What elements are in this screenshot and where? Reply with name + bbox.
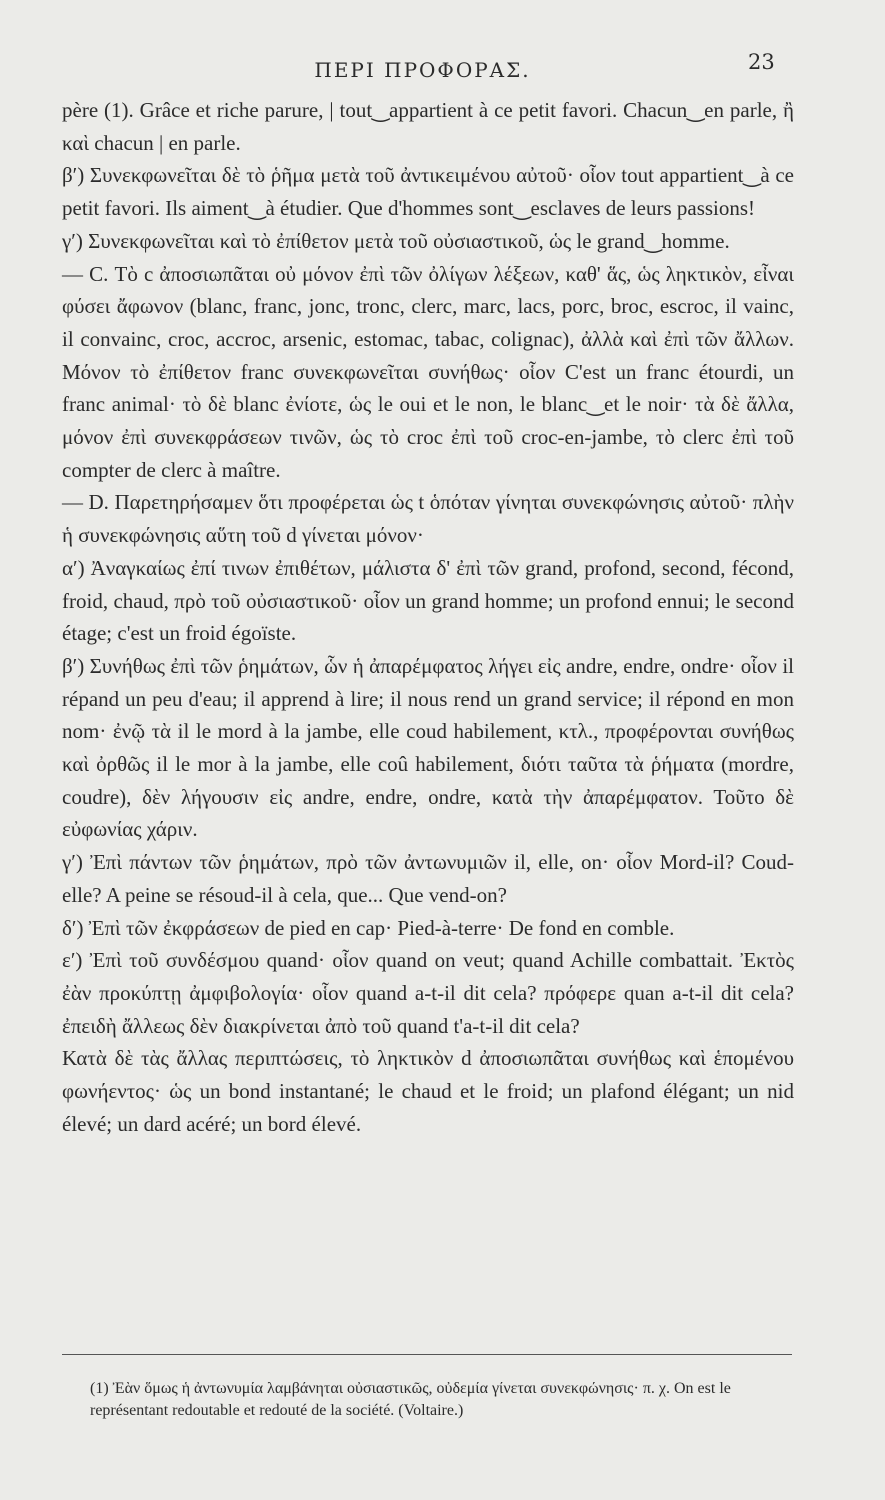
footnote	[90, 1378, 790, 1422]
paragraph: δ′) Ἐπὶ τῶν ἐκφράσεων de pied en cap· Pied-à-terre· De fond en comble.	[62, 915, 675, 940]
paragraph: β′) Συνεκφωνεῖται δὲ τὸ ῥῆμα μετὰ τοῦ ἀντικειμένου αὐτοῦ· οἷον tout appartient‿à ce petit favori. Ils aiment‿à étudier. Que d'hommes sont‿esclaves de leurs passions!	[62, 163, 794, 221]
paragraph: γ′) Συνεκφωνεῖται καὶ τὸ ἐπίθετον μετὰ τοῦ οὐσιαστικοῦ, ὡς le grand‿homme.	[62, 228, 730, 253]
footnote-text: (1) Ἐὰν ὅμως ἡ ἀντωνυμία λαμβάνηται οὐσιαστικῶς, οὐδεμία γίνεται συνεκφώνησις· π. χ. On est le représentant redoutable et redouté de la société. (Voltaire.)	[90, 1380, 731, 1419]
paragraph: β′) Συνήθως ἐπὶ τῶν ῥημάτων, ὧν ἡ ἀπαρέμφατος λήγει εἰς andre, endre, ondre· οἷον il répand un peu d'eau; il apprend à lire; il nous rend un grand service; il répond en mon nom· ἐνῷ τὰ il le mord à la jambe, elle coud habilement, κτλ., προφέρονται συνήθως καὶ ὀρθῶς il le mor à la jambe, elle coû habilement, διότι ταῦτα τὰ ῥήματα (mordre, coudre), δὲν λήγουσιν εἰς andre, endre, ondre, κατὰ τὴν ἀπαρέμφατον. Τοῦτο δὲ εὐφωνίας χάριν.	[62, 653, 794, 842]
paragraph: γ′) Ἐπὶ πάντων τῶν ῥημάτων, πρὸ τῶν ἀντωνυμιῶν il, elle, on· οἷον Mord-il? Coud-elle? A peine se résoud-il à cela, que... Que vend-on?	[62, 850, 794, 907]
paragraph: Κατὰ δὲ τὰς ἄλλας περιπτώσεις, τὸ ληκτικὸν d ἀποσιωπᾶται συνήθως καὶ ἑπομένου φωνήεντος· ὡς un bond instantané; le chaud et le froid; un plafond élégant; un nid élevé; un dard acéré; un bord élevé.	[62, 1046, 794, 1136]
paragraph: père (1). Grâce et riche parure, | tout‿appartient à ce petit favori. Chacun‿en parle, ἢ καὶ chacun | en parle.	[62, 98, 794, 155]
paragraph: — D. Παρετηρήσαμεν ὅτι προφέρεται ὡς t ὁπόταν γίνηται συνεκφώνησις αὐτοῦ· πλὴν ἡ συνεκφώνησις αὕτη τοῦ d γίνεται μόνον·	[62, 490, 794, 548]
body-text	[62, 94, 794, 1141]
paragraph: ε′) Ἐπὶ τοῦ συνδέσμου quand· οἷον quand on veut; quand Achille combattait. Ἐκτὸς ἐὰν προκύπτῃ ἀμφιβολογία· οἷον quand a-t-il dit cela? πρόφερε quan a-t-il dit cela? ἐπειδὴ ἄλλεως δὲν διακρίνεται ἀπὸ τοῦ quand t'a-t-il dit cela?	[62, 948, 794, 1038]
paragraph: — C. Τὸ c ἀποσιωπᾶται οὐ μόνον ἐπὶ τῶν ὀλίγων λέξεων, καθ' ἅς, ὡς ληκτικὸν, εἶναι φύσει ἄφωνον (blanc, franc, jonc, tronc, clerc, marc, lacs, porc, broc, escroc, il vainc, il convainc, croc, accroc, arsenic, estomac, tabac, colignac), ἀλλὰ καὶ ἐπὶ τῶν ἄλλων. Μόνον τὸ ἐπίθετον franc συνεκφωνεῖται συνήθως· οἷον C'est un franc étourdi, un franc animal· τὸ δὲ blanc ἐνίοτε, ὡς le oui et le non, le blanc‿et le noir· τὰ δὲ ἄλλα, μόνον ἐπὶ συνεκφράσεων τινῶν, ὡς τὸ croc ἐπὶ τοῦ croc-en-jambe, τὸ clerc ἐπὶ τοῦ compter de clerc à maître.	[62, 261, 794, 482]
footnote-divider	[62, 1354, 792, 1355]
running-header-title: ΠΕΡΙ ΠΡΟΦΟΡΑΣ.	[314, 58, 531, 82]
page-number: 23	[748, 50, 775, 74]
paragraph: α′) Ἀναγκαίως ἐπί τινων ἐπιθέτων, μάλιστα δ' ἐπὶ τῶν grand, profond, second, fécond, froid, chaud, πρὸ τοῦ οὐσιαστικοῦ· οἷον un grand homme; un profond ennui; le second étage; c'est un froid égoïste.	[62, 555, 794, 646]
